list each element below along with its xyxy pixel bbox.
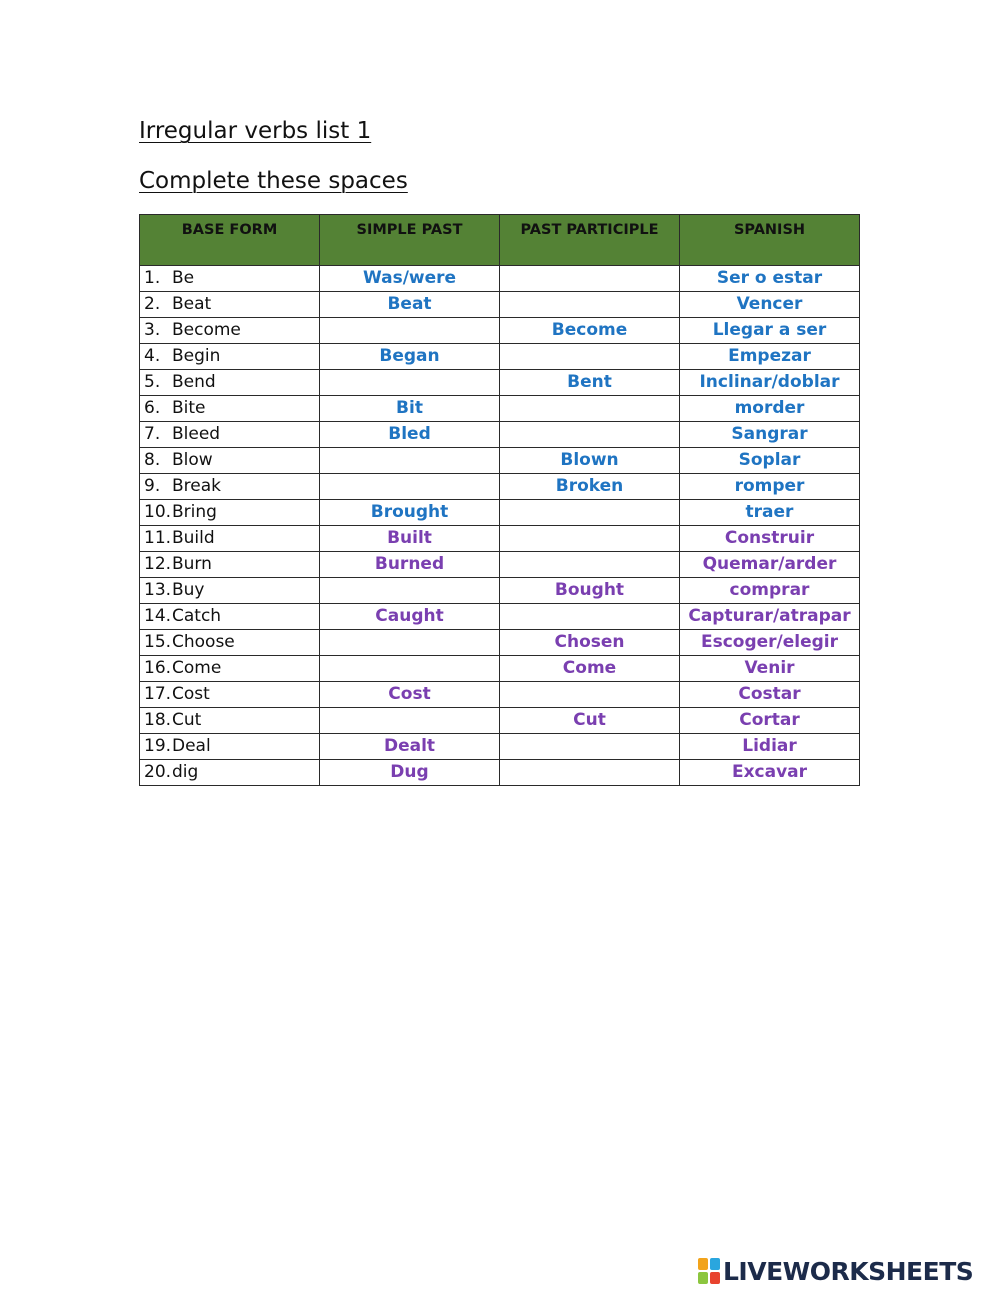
- simple-past-cell: Brought: [320, 500, 500, 526]
- spanish-cell: Llegar a ser: [680, 318, 860, 344]
- row-number: 13.: [144, 580, 172, 600]
- table-row: [140, 604, 860, 630]
- spanish-cell: Construir: [680, 526, 860, 552]
- table-row: [140, 422, 860, 448]
- base-form-word: Blow: [172, 450, 213, 470]
- spanish-cell: Venir: [680, 656, 860, 682]
- base-form-cell: [140, 734, 320, 760]
- table-row: [140, 656, 860, 682]
- table-row: [140, 292, 860, 318]
- base-form-word: Burn: [172, 554, 212, 574]
- base-form-cell: [140, 500, 320, 526]
- spanish-cell: Sangrar: [680, 422, 860, 448]
- simple-past-cell: Built: [320, 526, 500, 552]
- table-row: [140, 760, 860, 786]
- row-number: 12.: [144, 554, 172, 574]
- simple-past-cell: Beat: [320, 292, 500, 318]
- header-simple-past: SIMPLE PAST: [320, 215, 500, 266]
- simple-past-cell: [320, 656, 500, 682]
- simple-past-cell: [320, 318, 500, 344]
- table-row: [140, 396, 860, 422]
- row-number: 5.: [144, 372, 161, 392]
- table-row: [140, 734, 860, 760]
- logo-square-2: [710, 1258, 720, 1270]
- base-form-word: Bend: [172, 372, 216, 392]
- header-base-form: BASE FORM: [140, 215, 320, 266]
- liveworksheets-logo-icon: [698, 1258, 720, 1284]
- table-header-row: [140, 215, 860, 266]
- base-form-cell: [140, 448, 320, 474]
- base-form-word: Bleed: [172, 424, 221, 444]
- table-row: [140, 708, 860, 734]
- past-participle-cell: Broken: [500, 474, 680, 500]
- table-row: [140, 448, 860, 474]
- table-row: [140, 630, 860, 656]
- base-form-cell: [140, 396, 320, 422]
- row-number: 14.: [144, 606, 172, 626]
- base-form-cell: [140, 630, 320, 656]
- table-row: [140, 552, 860, 578]
- simple-past-cell: [320, 708, 500, 734]
- base-form-word: Catch: [172, 606, 222, 626]
- simple-past-cell: Dealt: [320, 734, 500, 760]
- worksheet-instructions: Complete these spaces: [139, 168, 408, 194]
- simple-past-cell: [320, 630, 500, 656]
- past-participle-cell: [500, 526, 680, 552]
- liveworksheets-logo: [698, 1256, 973, 1286]
- table-row: [140, 578, 860, 604]
- spanish-cell: traer: [680, 500, 860, 526]
- row-number: 15.: [144, 632, 172, 652]
- row-number: 16.: [144, 658, 172, 678]
- base-form-cell: [140, 708, 320, 734]
- spanish-cell: Capturar/atrapar: [680, 604, 860, 630]
- spanish-cell: Lidiar: [680, 734, 860, 760]
- base-form-cell: [140, 292, 320, 318]
- spanish-cell: Quemar/arder: [680, 552, 860, 578]
- past-participle-cell: [500, 760, 680, 786]
- row-number: 4.: [144, 346, 161, 366]
- row-number: 7.: [144, 424, 161, 444]
- simple-past-cell: [320, 448, 500, 474]
- row-number: 6.: [144, 398, 161, 418]
- base-form-word: Choose: [172, 632, 235, 652]
- past-participle-cell: [500, 500, 680, 526]
- past-participle-cell: Blown: [500, 448, 680, 474]
- base-form-word: Come: [172, 658, 222, 678]
- past-participle-cell: Become: [500, 318, 680, 344]
- row-number: 11.: [144, 528, 172, 548]
- past-participle-cell: Chosen: [500, 630, 680, 656]
- base-form-cell: [140, 656, 320, 682]
- base-form-word: Become: [172, 320, 241, 340]
- base-form-cell: [140, 604, 320, 630]
- base-form-cell: [140, 370, 320, 396]
- table-row: [140, 682, 860, 708]
- simple-past-cell: Began: [320, 344, 500, 370]
- past-participle-cell: [500, 552, 680, 578]
- row-number: 2.: [144, 294, 161, 314]
- past-participle-cell: [500, 422, 680, 448]
- base-form-cell: [140, 578, 320, 604]
- base-form-word: Be: [172, 268, 195, 288]
- simple-past-cell: Caught: [320, 604, 500, 630]
- past-participle-cell: [500, 734, 680, 760]
- spanish-cell: Soplar: [680, 448, 860, 474]
- logo-square-3: [698, 1272, 708, 1284]
- irregular-verbs-table: [139, 214, 860, 786]
- past-participle-cell: [500, 396, 680, 422]
- simple-past-cell: [320, 578, 500, 604]
- simple-past-cell: Dug: [320, 760, 500, 786]
- row-number: 18.: [144, 710, 172, 730]
- past-participle-cell: Bought: [500, 578, 680, 604]
- worksheet-title: Irregular verbs list 1: [139, 118, 372, 144]
- past-participle-cell: [500, 344, 680, 370]
- past-participle-cell: Cut: [500, 708, 680, 734]
- spanish-cell: Excavar: [680, 760, 860, 786]
- base-form-word: Build: [172, 528, 215, 548]
- simple-past-cell: Was/were: [320, 266, 500, 292]
- base-form-cell: [140, 318, 320, 344]
- past-participle-cell: Come: [500, 656, 680, 682]
- row-number: 19.: [144, 736, 172, 756]
- simple-past-cell: Cost: [320, 682, 500, 708]
- spanish-cell: Empezar: [680, 344, 860, 370]
- row-number: 20.: [144, 762, 172, 782]
- base-form-cell: [140, 682, 320, 708]
- base-form-word: Begin: [172, 346, 221, 366]
- spanish-cell: Ser o estar: [680, 266, 860, 292]
- table-row: [140, 370, 860, 396]
- table-row: [140, 526, 860, 552]
- past-participle-cell: [500, 604, 680, 630]
- spanish-cell: romper: [680, 474, 860, 500]
- header-past-participle: PAST PARTICIPLE: [500, 215, 680, 266]
- spanish-cell: Vencer: [680, 292, 860, 318]
- base-form-word: Buy: [172, 580, 205, 600]
- spanish-cell: Cortar: [680, 708, 860, 734]
- past-participle-cell: [500, 682, 680, 708]
- simple-past-cell: Bit: [320, 396, 500, 422]
- simple-past-cell: Bled: [320, 422, 500, 448]
- table-row: [140, 344, 860, 370]
- base-form-cell: [140, 344, 320, 370]
- base-form-word: dig: [172, 762, 199, 782]
- header-spanish: SPANISH: [680, 215, 860, 266]
- spanish-cell: morder: [680, 396, 860, 422]
- spanish-cell: Costar: [680, 682, 860, 708]
- row-number: 9.: [144, 476, 161, 496]
- table-row: [140, 474, 860, 500]
- base-form-word: Cost: [172, 684, 210, 704]
- base-form-cell: [140, 552, 320, 578]
- row-number: 17.: [144, 684, 172, 704]
- base-form-word: Cut: [172, 710, 202, 730]
- simple-past-cell: [320, 370, 500, 396]
- row-number: 10.: [144, 502, 172, 522]
- base-form-word: Deal: [172, 736, 211, 756]
- spanish-cell: comprar: [680, 578, 860, 604]
- row-number: 8.: [144, 450, 161, 470]
- base-form-cell: [140, 760, 320, 786]
- base-form-cell: [140, 266, 320, 292]
- past-participle-cell: Bent: [500, 370, 680, 396]
- base-form-word: Break: [172, 476, 221, 496]
- past-participle-cell: [500, 266, 680, 292]
- past-participle-cell: [500, 292, 680, 318]
- logo-text: LIVEWORKSHEETS: [723, 1256, 974, 1286]
- base-form-cell: [140, 474, 320, 500]
- table-row: [140, 266, 860, 292]
- row-number: 3.: [144, 320, 161, 340]
- spanish-cell: Escoger/elegir: [680, 630, 860, 656]
- simple-past-cell: [320, 474, 500, 500]
- row-number: 1.: [144, 268, 161, 288]
- base-form-word: Beat: [172, 294, 212, 314]
- base-form-word: Bite: [172, 398, 206, 418]
- logo-square-4: [710, 1272, 720, 1284]
- spanish-cell: Inclinar/doblar: [680, 370, 860, 396]
- base-form-word: Bring: [172, 502, 217, 522]
- table-row: [140, 500, 860, 526]
- logo-square-1: [698, 1258, 708, 1270]
- table-row: [140, 318, 860, 344]
- base-form-cell: [140, 526, 320, 552]
- simple-past-cell: Burned: [320, 552, 500, 578]
- base-form-cell: [140, 422, 320, 448]
